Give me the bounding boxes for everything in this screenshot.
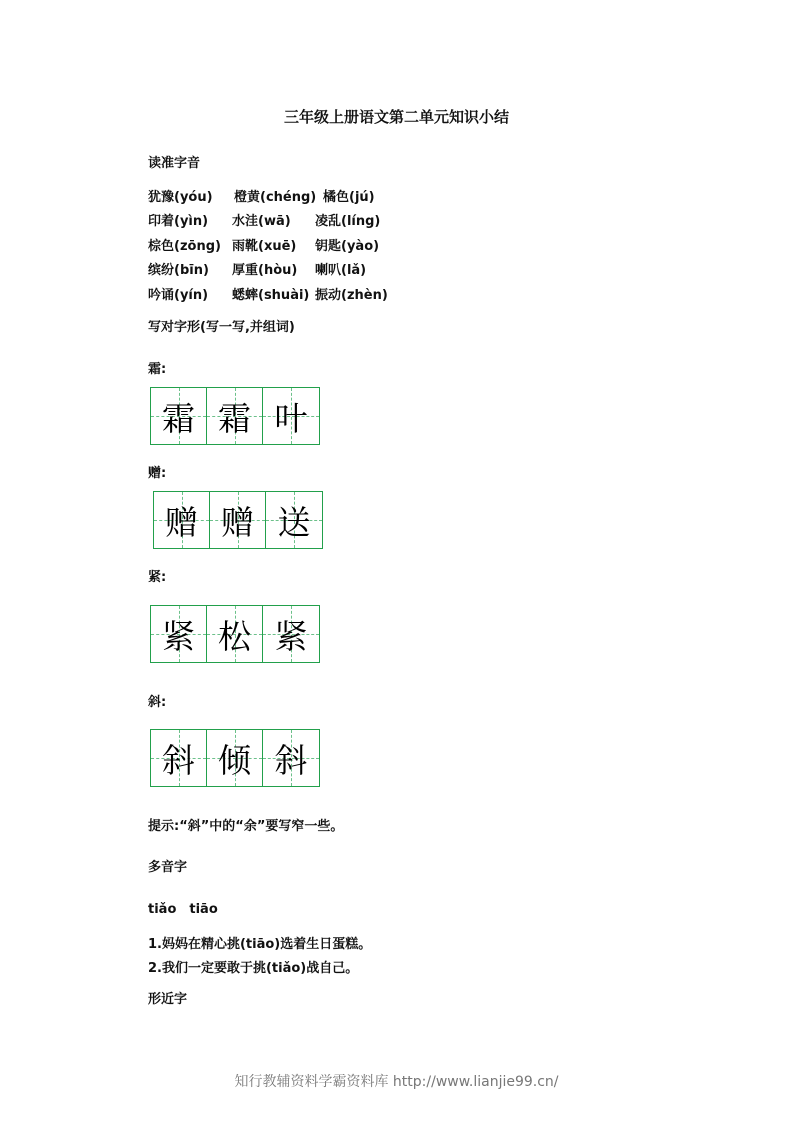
footer-watermark: 知行教辅资料学霸资料库 http://www.lianjie99.cn/ xyxy=(234,1074,559,1090)
pronunciation-item: 缤纷(bīn) xyxy=(148,263,209,278)
writing-cell: 霜 xyxy=(207,388,263,444)
example-sentence: 2.我们一定要敢于挑(tiǎo)战自己。 xyxy=(148,961,359,976)
pronunciation-item: 振动(zhèn) xyxy=(315,288,388,303)
section-heading-similar: 形近字 xyxy=(148,992,188,1007)
pronunciation-item: 蟋蟀(shuài) xyxy=(232,288,310,303)
writing-grid xyxy=(150,387,320,445)
pronunciation-item: 印着(yìn) xyxy=(148,214,209,229)
pronunciation-item: 橙黄(chéng) xyxy=(234,190,317,205)
char-label: 赠: xyxy=(148,466,167,481)
writing-cell: 赠 xyxy=(154,492,210,548)
pronunciation-item: 钥匙(yào) xyxy=(315,239,380,254)
section-heading-pronunciation: 读准字音 xyxy=(148,156,201,171)
writing-cell: 赠 xyxy=(210,492,266,548)
pronunciation-item: 吟诵(yín) xyxy=(148,288,209,303)
polyphone-readings: tiǎo tiāo xyxy=(148,902,218,917)
char-label: 霜: xyxy=(148,362,167,377)
writing-cell: 斜 xyxy=(151,730,207,786)
char-label: 紧: xyxy=(148,570,167,585)
writing-cell: 紧 xyxy=(151,606,207,662)
page-title: 三年级上册语文第二单元知识小结 xyxy=(283,108,509,126)
pronunciation-item: 水洼(wā) xyxy=(232,214,291,229)
pronunciation-item: 雨靴(xuē) xyxy=(232,239,297,254)
writing-cell: 霜 xyxy=(151,388,207,444)
writing-cell: 紧 xyxy=(263,606,319,662)
writing-cell: 斜 xyxy=(263,730,319,786)
writing-cell: 倾 xyxy=(207,730,263,786)
pronunciation-item: 厚重(hòu) xyxy=(232,263,298,278)
pronunciation-item: 喇叭(lǎ) xyxy=(315,263,367,278)
writing-cell: 松 xyxy=(207,606,263,662)
writing-cell: 送 xyxy=(266,492,322,548)
section-heading-polyphone: 多音字 xyxy=(148,860,188,875)
writing-hint: 提示:“斜”中的“余”要写窄一些。 xyxy=(148,819,344,834)
pronunciation-item: 犹豫(yóu) xyxy=(148,190,213,205)
section-heading-writing: 写对字形(写一写,并组词) xyxy=(148,320,295,335)
writing-cell: 叶 xyxy=(263,388,319,444)
pronunciation-item: 棕色(zōng) xyxy=(148,239,221,254)
example-sentence: 1.妈妈在精心挑(tiāo)选着生日蛋糕。 xyxy=(148,937,372,952)
pronunciation-item: 凌乱(líng) xyxy=(315,214,381,229)
writing-grid xyxy=(150,605,320,663)
writing-grid xyxy=(153,491,323,549)
char-label: 斜: xyxy=(148,695,167,710)
writing-grid xyxy=(150,729,320,787)
pronunciation-item: 橘色(jú) xyxy=(323,190,375,205)
